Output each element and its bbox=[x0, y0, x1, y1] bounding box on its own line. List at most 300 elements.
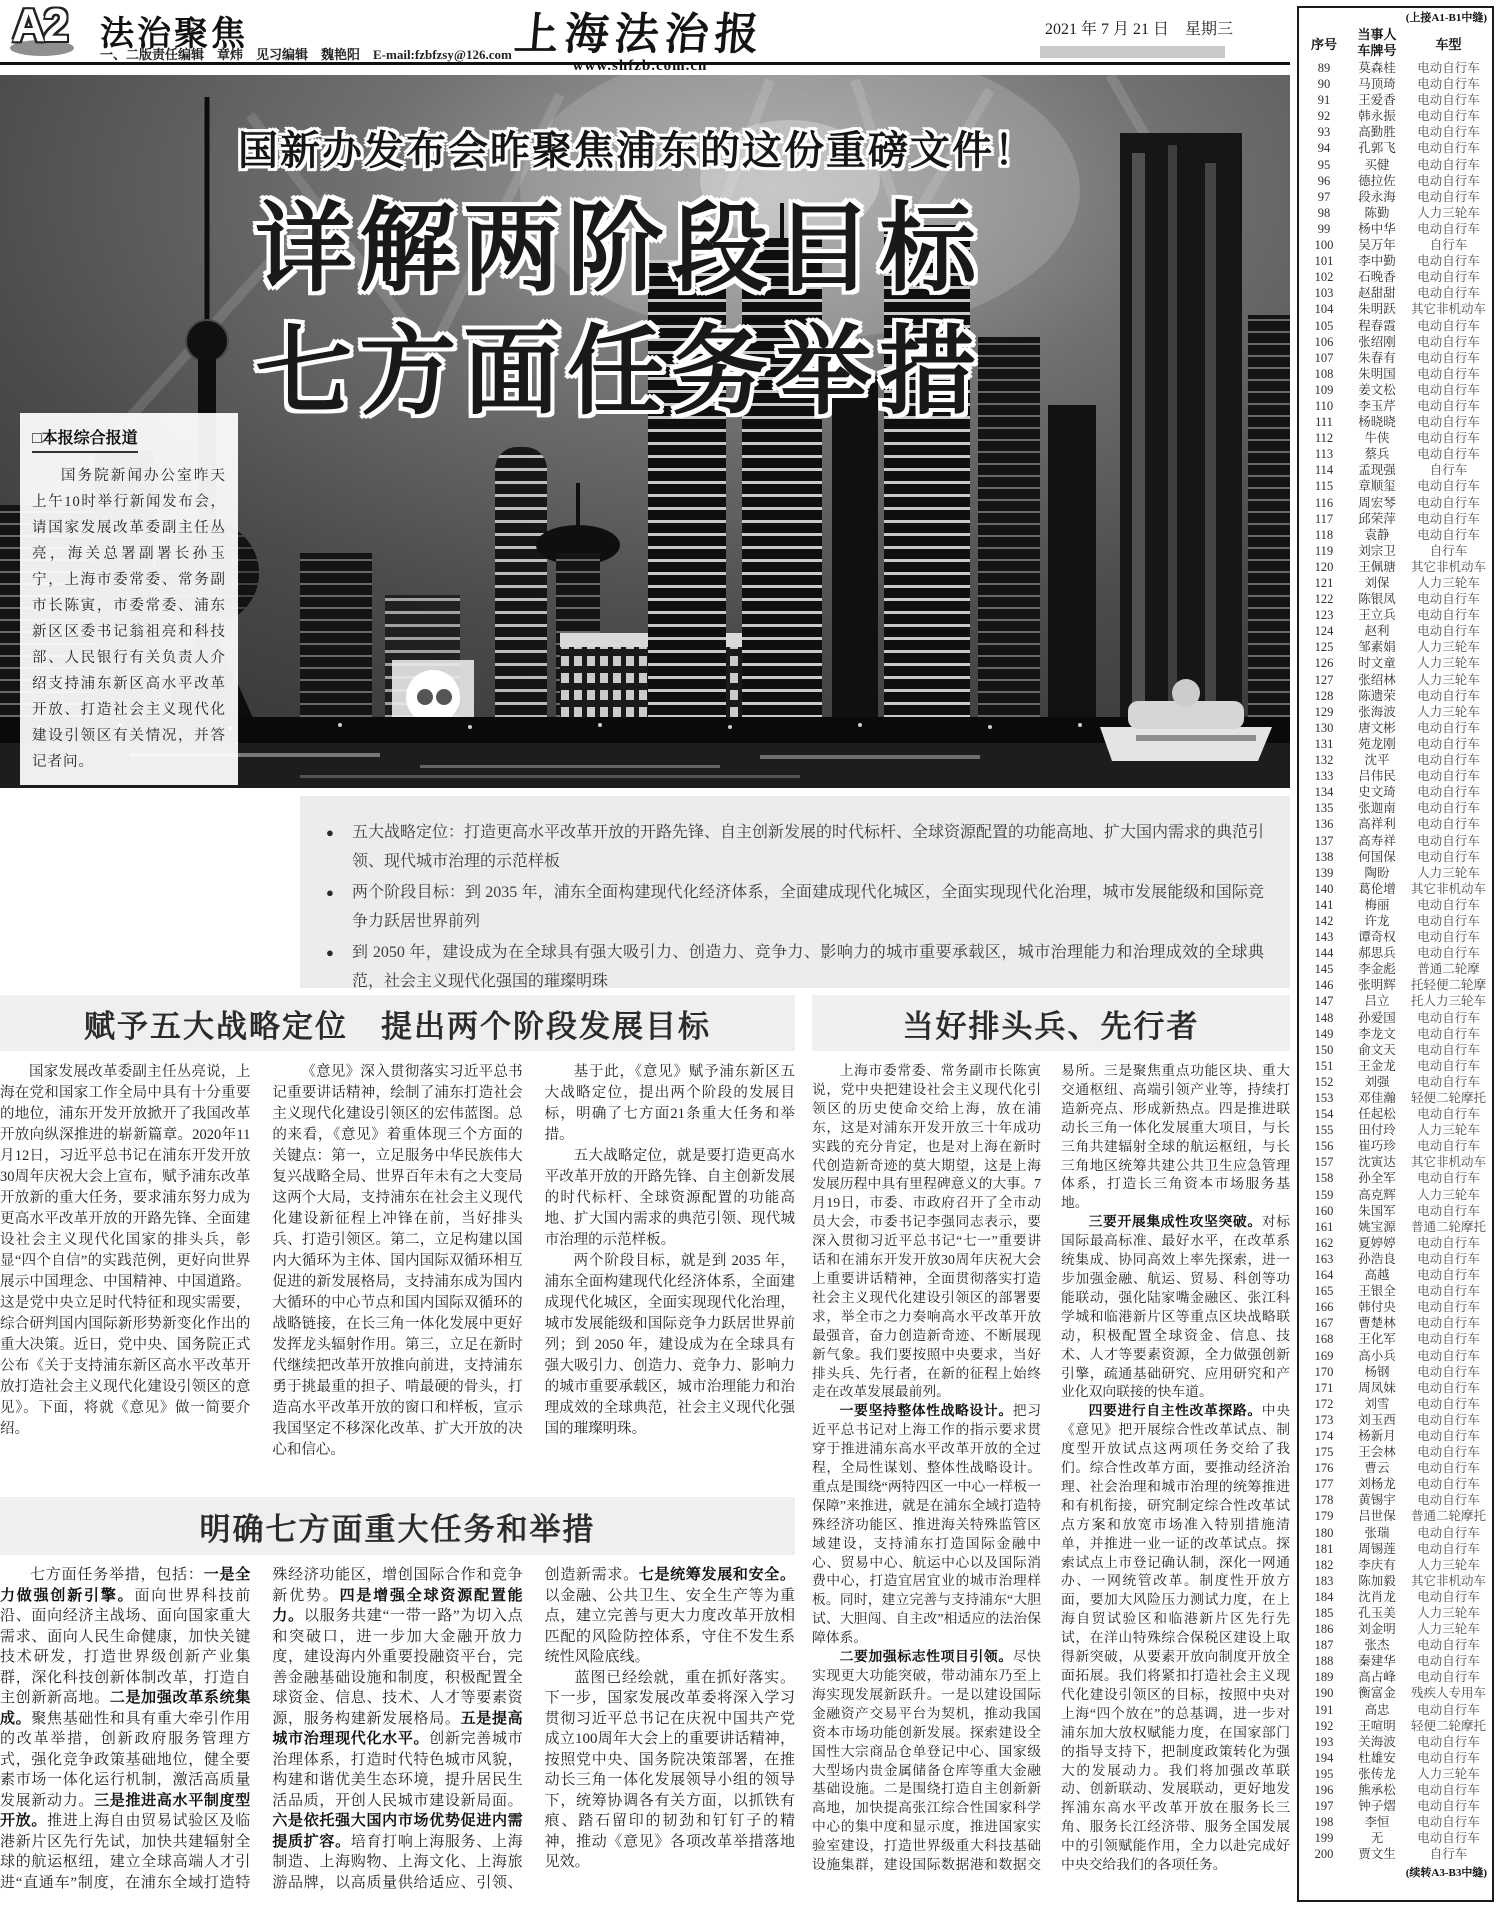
party-name: 石晚香 bbox=[1358, 270, 1396, 285]
summary-bullet bbox=[326, 818, 1264, 876]
party-name: 邱荣萍 bbox=[1358, 511, 1396, 526]
party-name: 李玉芹 bbox=[1358, 398, 1396, 413]
vehicle-type: 电动自行车 bbox=[1417, 254, 1480, 269]
party-name: 李龙文 bbox=[1358, 1026, 1396, 1041]
table-row bbox=[1304, 527, 1487, 543]
vehicle-type: 电动自行车 bbox=[1417, 1268, 1480, 1283]
vehicle-type: 电动自行车 bbox=[1417, 1589, 1480, 1604]
vehicle-type: 电动自行车 bbox=[1417, 1300, 1480, 1315]
row-number: 181 bbox=[1314, 1541, 1334, 1556]
party-name: 曹楚林 bbox=[1358, 1316, 1396, 1331]
party-name: 孙爱国 bbox=[1358, 1010, 1396, 1025]
party-name: 杜雄安 bbox=[1358, 1750, 1396, 1765]
vehicle-type: 电动自行车 bbox=[1417, 1284, 1480, 1299]
article-paragraph: 《意见》深入贯彻落实习近平总书记重要讲话精神，绘制了浦东打造社会主义现代化建设引领区的宏伟蓝图。总的来看，《意见》着重体现三个方面的关键点：第一，立足服务中华民族伟大复兴战略全局、世界百年未有之大变局这两个大局，支持浦东在社会主义现代化建设新征程上冲锋在前，当好排头兵、打造引领区。第二，立足构建以国内大循环为主体、国内国际双循环相互促进的新发展格局，支持浦东成为国内大循环的中心节点和国内国际双循环的战略链接，在长三角一体化发展中更好发挥龙头辐射作用。第三，立足在新时代继续把改革开放推向前进，支持浦东勇于挑最重的担子、啃最硬的骨头，打造高水平改革开放的窗口和样板，宣示我国坚定不移深化改革、扩大开放的决心和信心。 bbox=[272, 1064, 523, 1458]
vehicle-type: 电动自行车 bbox=[1417, 1815, 1480, 1830]
row-number: 144 bbox=[1314, 946, 1334, 961]
party-name: 史文琦 bbox=[1358, 785, 1396, 800]
table-row bbox=[1304, 655, 1487, 671]
vehicle-type: 人力三轮车 bbox=[1417, 1557, 1480, 1572]
table-row bbox=[1304, 1766, 1487, 1782]
vehicle-type: 电动自行车 bbox=[1417, 270, 1480, 285]
party-name: 朱明跃 bbox=[1358, 302, 1396, 317]
party-name: 杨新月 bbox=[1358, 1428, 1396, 1443]
row-number: 149 bbox=[1314, 1026, 1334, 1041]
row-number: 141 bbox=[1314, 897, 1334, 912]
row-number: 198 bbox=[1314, 1815, 1334, 1830]
row-number: 153 bbox=[1314, 1091, 1334, 1105]
article-title: 当好排头兵、先行者 bbox=[902, 1008, 1200, 1044]
table-row bbox=[1304, 1026, 1487, 1042]
row-number: 191 bbox=[1314, 1702, 1334, 1717]
vehicle-type: 电动自行车 bbox=[1417, 897, 1480, 912]
party-name: 高越 bbox=[1364, 1268, 1390, 1283]
summary-bullet-text: 到 2050 年，建设成为在全球具有强大吸引力、创造力、竞争力、影响力的城市重要承载区，城市治理能力和治理成效的全球典范，社会主义现代化强国的璀璨明珠 bbox=[352, 944, 1264, 990]
article-title-band bbox=[0, 995, 795, 1051]
party-name: 苑龙刚 bbox=[1358, 736, 1396, 751]
party-name: 张绍刚 bbox=[1358, 334, 1396, 349]
vehicle-type: 电动自行车 bbox=[1417, 109, 1480, 124]
table-row bbox=[1304, 1685, 1487, 1701]
row-number: 183 bbox=[1314, 1573, 1334, 1588]
row-number: 129 bbox=[1314, 704, 1334, 719]
party-name: 高占峰 bbox=[1358, 1670, 1396, 1685]
report-box-label: □本报综合报道 bbox=[32, 425, 138, 453]
article-title-band bbox=[0, 1497, 795, 1555]
vehicle-type: 电动自行车 bbox=[1417, 1783, 1480, 1798]
party-name: 韩付央 bbox=[1358, 1300, 1396, 1315]
party-name: 王爱香 bbox=[1358, 93, 1396, 108]
table-row bbox=[1304, 913, 1487, 929]
table-row bbox=[1304, 430, 1487, 446]
table-row bbox=[1304, 1637, 1487, 1653]
article-paragraph: 五大战略定位，就是要打造更高水平改革开放的开路先锋、自主创新发展的时代标杆、全球资源配置的功能高地、扩大国内需求的典范引领、现代城市治理的示范样板。 bbox=[544, 1148, 795, 1248]
party-name: 杨中华 bbox=[1358, 221, 1396, 236]
table-row bbox=[1304, 1428, 1487, 1444]
row-number: 148 bbox=[1314, 1010, 1334, 1025]
party-name: 刘雪 bbox=[1364, 1396, 1390, 1411]
party-name: 任起松 bbox=[1358, 1107, 1396, 1122]
table-row bbox=[1304, 414, 1487, 430]
party-name: 王立兵 bbox=[1358, 608, 1396, 623]
vehicle-type: 电动自行车 bbox=[1417, 125, 1480, 140]
vehicle-type: 电动自行车 bbox=[1417, 1042, 1480, 1057]
vehicle-type: 电动自行车 bbox=[1417, 93, 1480, 108]
table-row bbox=[1304, 60, 1487, 76]
vehicle-type: 其它非机动车 bbox=[1410, 1573, 1486, 1588]
party-name: 朱春有 bbox=[1358, 350, 1396, 365]
party-name: 莫森桂 bbox=[1358, 61, 1396, 75]
vehicle-type: 电动自行车 bbox=[1417, 1477, 1480, 1492]
vehicle-type: 电动自行车 bbox=[1417, 1235, 1480, 1250]
article-paragraph: 两个阶段目标，就是到 2035 年，浦东全面构建现代化经济体系，全面建成现代化城区，全面实现现代化治理，城市发展能级和国际竞争力跃居世界前列；到 2050 年，建设成为在全球具有强大吸引力、创造力、竞争力、影响力的城市重要承载区，城市治理能力和治理成效的全球典范，社会主义现代化强国的璀璨明珠。 bbox=[544, 1253, 795, 1437]
row-number: 139 bbox=[1314, 865, 1334, 880]
headline-kicker: 国新办发布会昨聚焦浦东的这份重磅文件！ bbox=[238, 129, 1037, 173]
vehicle-type: 电动自行车 bbox=[1417, 318, 1480, 333]
vehicle-type: 人力三轮车 bbox=[1417, 640, 1480, 655]
table-row bbox=[1304, 140, 1487, 156]
row-number: 126 bbox=[1314, 656, 1334, 671]
party-name: 秦建华 bbox=[1358, 1654, 1396, 1669]
editors-line: 一、二版责任编辑 章炜 见习编辑 魏艳阳 E-mail:fzbfzsy@126.com bbox=[100, 47, 512, 62]
row-number: 137 bbox=[1314, 833, 1334, 848]
row-number: 94 bbox=[1317, 141, 1331, 156]
party-name: 周宏琴 bbox=[1358, 495, 1396, 510]
party-name: 吴万年 bbox=[1358, 238, 1396, 253]
vehicle-type: 电动自行车 bbox=[1417, 157, 1480, 172]
vehicle-type: 电动自行车 bbox=[1417, 1139, 1480, 1154]
row-number: 103 bbox=[1314, 286, 1334, 301]
table-row bbox=[1304, 881, 1487, 897]
row-number: 112 bbox=[1314, 431, 1334, 446]
table-row bbox=[1304, 1605, 1487, 1621]
vehicle-type: 自行车 bbox=[1429, 463, 1468, 478]
party-name: 田付玲 bbox=[1358, 1123, 1396, 1138]
table-row bbox=[1304, 1782, 1487, 1798]
section-title: 法治聚焦 bbox=[100, 15, 248, 53]
row-number: 146 bbox=[1314, 978, 1334, 993]
vehicle-type: 电动自行车 bbox=[1417, 398, 1480, 413]
vehicle-type: 人力三轮车 bbox=[1417, 704, 1480, 719]
party-name: 俞文天 bbox=[1358, 1042, 1396, 1057]
row-number: 92 bbox=[1317, 109, 1331, 124]
table-row bbox=[1304, 1798, 1487, 1814]
row-number: 184 bbox=[1314, 1589, 1334, 1604]
party-name: 刘宗卫 bbox=[1358, 543, 1396, 558]
table-row bbox=[1304, 1170, 1487, 1186]
row-number: 106 bbox=[1314, 334, 1334, 349]
party-name: 马顶琦 bbox=[1358, 77, 1396, 92]
row-number: 190 bbox=[1314, 1686, 1334, 1701]
row-number: 186 bbox=[1314, 1622, 1334, 1637]
row-number: 111 bbox=[1315, 415, 1333, 430]
column-header-no: 序号 bbox=[1310, 36, 1337, 52]
summary-list bbox=[326, 818, 1264, 996]
row-number: 132 bbox=[1314, 753, 1334, 768]
vehicle-type: 人力三轮车 bbox=[1417, 205, 1480, 220]
table-row bbox=[1304, 865, 1487, 881]
report-box bbox=[20, 413, 238, 785]
table-row bbox=[1304, 1235, 1487, 1251]
party-name: 沈平 bbox=[1364, 753, 1390, 768]
row-number: 89 bbox=[1317, 61, 1331, 75]
row-number: 182 bbox=[1314, 1557, 1334, 1572]
row-number: 117 bbox=[1314, 511, 1334, 526]
party-name: 刘杨龙 bbox=[1358, 1477, 1396, 1492]
vehicle-type: 电动自行车 bbox=[1417, 753, 1480, 768]
vehicle-type: 电动自行车 bbox=[1417, 431, 1480, 446]
party-name: 姚宝源 bbox=[1358, 1219, 1396, 1234]
table-row bbox=[1304, 929, 1487, 945]
table-row bbox=[1304, 157, 1487, 173]
row-number: 121 bbox=[1314, 576, 1334, 590]
party-name: 高小兵 bbox=[1358, 1348, 1396, 1363]
row-number: 174 bbox=[1314, 1428, 1334, 1443]
party-name: 夏婷婷 bbox=[1358, 1235, 1396, 1250]
table-row bbox=[1304, 623, 1487, 639]
table-row bbox=[1304, 833, 1487, 849]
table-row bbox=[1304, 800, 1487, 816]
party-name: 袁静 bbox=[1364, 527, 1390, 542]
party-name: 朱国军 bbox=[1358, 1203, 1396, 1218]
vehicle-type: 电动自行车 bbox=[1417, 61, 1480, 75]
table-row bbox=[1304, 607, 1487, 623]
table-row bbox=[1304, 1508, 1487, 1524]
row-number: 164 bbox=[1314, 1268, 1334, 1283]
party-name: 郝思兵 bbox=[1358, 946, 1396, 961]
row-number: 100 bbox=[1314, 238, 1334, 253]
row-number: 140 bbox=[1314, 881, 1334, 896]
table-row bbox=[1304, 639, 1487, 655]
vehicle-type: 电动自行车 bbox=[1417, 1332, 1480, 1347]
row-number: 168 bbox=[1314, 1332, 1334, 1347]
edition-badge bbox=[8, 2, 82, 60]
vehicle-type: 电动自行车 bbox=[1417, 511, 1480, 526]
table-row bbox=[1304, 704, 1487, 720]
vehicle-type: 电动自行车 bbox=[1417, 141, 1480, 156]
sidebar-table bbox=[1297, 6, 1494, 1902]
party-name: 沈肖龙 bbox=[1358, 1589, 1396, 1604]
row-number: 176 bbox=[1314, 1461, 1334, 1476]
table-row bbox=[1304, 1219, 1487, 1235]
row-number: 185 bbox=[1314, 1606, 1334, 1620]
article-paragraph: 国家发展改革委副主任丛亮说，上海在党和国家工作全局中具有十分重要的地位，浦东开发开放掀开了我国改革开放向纵深推进的崭新篇章。2020年11月12日，习近平总书记在浦东开发开放30周年庆祝大会上宣布，赋予浦东改革开放新的重大任务，要求浦东努力成为更高水平改革开放的开路先锋、全面建设社会主义现代化国家的排头兵，彰显“四个自信”的实践范例，更好向世界展示中国理念、中国精神、中国道路。这是党中央立足时代特征和现实需要，综合研判国内国际新形势新变化作出的重大决策。近日，党中央、国务院正式公布《关于支持浦东新区高水平改革开放打造社会主义现代化建设引领区的意见》。下面，将就《意见》做一简要介绍。 bbox=[0, 1064, 251, 1437]
row-number: 162 bbox=[1314, 1235, 1334, 1250]
row-number: 169 bbox=[1314, 1348, 1334, 1363]
table-row bbox=[1304, 1734, 1487, 1750]
vehicle-type: 电动自行车 bbox=[1417, 1171, 1480, 1186]
party-name: 韩永振 bbox=[1358, 109, 1396, 124]
vehicle-type: 电动自行车 bbox=[1417, 350, 1480, 365]
vehicle-type: 电动自行车 bbox=[1417, 1203, 1480, 1218]
row-number: 150 bbox=[1314, 1042, 1334, 1057]
party-name: 高祥利 bbox=[1358, 817, 1396, 832]
table-row bbox=[1304, 1830, 1487, 1846]
table-row bbox=[1304, 366, 1487, 382]
party-name: 蔡兵 bbox=[1364, 447, 1390, 462]
vehicle-type: 电动自行车 bbox=[1417, 1638, 1480, 1653]
table-row bbox=[1304, 334, 1487, 350]
party-name: 刘强 bbox=[1364, 1074, 1390, 1089]
article-section-vanguard bbox=[812, 995, 1290, 1902]
vehicle-type: 电动自行车 bbox=[1417, 447, 1480, 462]
party-name: 陶盼 bbox=[1364, 865, 1390, 880]
masthead-website: www.shfzb.com.cn bbox=[572, 58, 708, 74]
table-row bbox=[1304, 1525, 1487, 1541]
vehicle-type: 电动自行车 bbox=[1417, 1251, 1480, 1266]
vehicle-type: 电动自行车 bbox=[1417, 1380, 1480, 1395]
vehicle-type: 普通二轮摩托 bbox=[1410, 1219, 1486, 1234]
vehicle-type: 电动自行车 bbox=[1417, 77, 1480, 92]
vehicle-type: 电动自行车 bbox=[1417, 1412, 1480, 1427]
article-paragraph: 四要进行自主性改革探路。中央《意见》把开展综合性改革试点、制度型开放试点这两项任务交给了我们。综合性改革方面，要推动经济治理、社会治理和城市治理的统筹推进和有机衔接，研究制定综合性改革试点方案和放宽市场准入特别措施清单，并推进一业一证的改革试点。探索试点上市登记确认制，深化一网通办、一网统管改革。制度性开放方面，要加大风险压力测试力度，在上海自贸试验区和临港新片区先行先试，在洋山特殊综合保税区建设上取得新突破，从要素开放向制度开放全面拓展。我们将紧扣打造社会主义现代化建设引领区的目标，按照中央对上海“四个放在”的总基调，进一步对浦东加大放权赋能力度，在国家部门的指导支持下，把制度政策转化为强大的发展动力。我们将加强改革联动、创新联动、发展联动，更好地发挥浦东高水平改革开放在服务长三角、服务长江经济带、服务全国发展中的引领赋能作用，全力以赴完成好中央交给我们的各项任务。 bbox=[1061, 1403, 1290, 1873]
party-name: 孙全军 bbox=[1358, 1171, 1396, 1186]
summary-bullet bbox=[326, 938, 1264, 996]
vehicle-type: 电动自行车 bbox=[1417, 849, 1480, 864]
party-name: 杨晓晓 bbox=[1358, 415, 1396, 430]
party-name: 葛伦增 bbox=[1358, 881, 1396, 896]
table-row bbox=[1304, 1074, 1487, 1090]
row-number: 167 bbox=[1314, 1316, 1334, 1331]
party-name: 钟子熠 bbox=[1358, 1799, 1396, 1814]
article-body bbox=[0, 1565, 795, 1901]
page-header bbox=[0, 0, 1290, 74]
party-name: 孙浩良 bbox=[1358, 1251, 1396, 1266]
row-number: 98 bbox=[1317, 205, 1331, 220]
article-paragraph: 上海市委常委、常务副市长陈寅说，党中央把建设社会主义现代化引领区的历史使命交给上海，放在浦东，这是对浦东开发开放三十年成功实践的充分肯定，也是对上海在新时代创造新奇迹的莫大期望，这是上海发展历程中具有里程碑意义的大事。7月19日，市委、市政府召开了全市动员大会，市委书记李强同志表示，要深入贯彻习近平总书记“七一”重要讲话和在浦东开发开放30周年庆祝大会上重要讲话精神，全面贯彻落实打造社会主义现代化建设引领区的部署要求，举全市之力奏响高水平改革开放最强音，奋力创造新奇迹、不断展现新气象。我们要按照中央要求，当好排头兵、先行者，在新的征程上始终走在改革发展最前列。 bbox=[812, 1063, 1041, 1400]
table-row bbox=[1304, 446, 1487, 462]
table-row bbox=[1304, 76, 1487, 92]
vehicle-type: 电动自行车 bbox=[1417, 785, 1480, 800]
article-title: 赋予五大战略定位 提出两个阶段发展目标 bbox=[84, 1008, 711, 1044]
row-number: 102 bbox=[1314, 270, 1334, 285]
table-row bbox=[1304, 1154, 1487, 1170]
summary-bullet-text: 两个阶段目标：到 2035 年，浦东全面构建现代化经济体系，全面建成现代化城区，全面实现现代化治理，城市发展能级和国际竞争力跃居世界前列 bbox=[352, 884, 1264, 930]
party-name: 谭奇权 bbox=[1358, 930, 1396, 945]
party-name: 无 bbox=[1370, 1831, 1384, 1846]
party-name: 陈加毅 bbox=[1358, 1573, 1396, 1588]
table-row bbox=[1304, 173, 1487, 189]
row-number: 172 bbox=[1314, 1396, 1334, 1411]
party-name: 周凤妹 bbox=[1358, 1380, 1396, 1395]
table-row bbox=[1304, 736, 1487, 752]
party-name: 许龙 bbox=[1364, 913, 1390, 928]
vehicle-type: 电动自行车 bbox=[1417, 366, 1480, 381]
table-row bbox=[1304, 1396, 1487, 1412]
party-name: 沈寅达 bbox=[1358, 1155, 1396, 1170]
row-number: 125 bbox=[1314, 640, 1334, 655]
party-name: 王化军 bbox=[1358, 1332, 1396, 1347]
party-name: 孔玉美 bbox=[1358, 1606, 1396, 1620]
row-number: 173 bbox=[1314, 1412, 1334, 1427]
table-row bbox=[1304, 269, 1487, 285]
vehicle-type: 电动自行车 bbox=[1417, 1734, 1480, 1749]
table-row bbox=[1304, 1090, 1487, 1106]
table-row bbox=[1304, 1299, 1487, 1315]
bullet-icon: ● bbox=[326, 825, 334, 840]
party-name: 孟现强 bbox=[1358, 463, 1396, 478]
table-continued-to: (续转A3-B3中缝) bbox=[1405, 1867, 1487, 1879]
vehicle-type: 电动自行车 bbox=[1417, 1461, 1480, 1476]
table-row bbox=[1304, 1702, 1487, 1718]
table-row bbox=[1304, 1138, 1487, 1154]
row-number: 138 bbox=[1314, 849, 1334, 864]
vehicle-type: 电动自行车 bbox=[1417, 1702, 1480, 1717]
table-row bbox=[1304, 1380, 1487, 1396]
row-number: 187 bbox=[1314, 1638, 1334, 1653]
vehicle-type: 人力三轮车 bbox=[1417, 656, 1480, 671]
row-number: 91 bbox=[1317, 93, 1331, 108]
party-name: 段永海 bbox=[1358, 189, 1396, 204]
vehicle-type: 电动自行车 bbox=[1417, 1670, 1480, 1685]
party-name: 周锡莲 bbox=[1358, 1541, 1396, 1556]
party-name: 衡富金 bbox=[1358, 1686, 1396, 1701]
table-row bbox=[1304, 849, 1487, 865]
article-title: 明确七方面重大任务和举措 bbox=[199, 1511, 596, 1547]
table-row bbox=[1304, 1203, 1487, 1219]
row-number: 178 bbox=[1314, 1493, 1334, 1508]
row-number: 155 bbox=[1314, 1123, 1334, 1138]
row-number: 120 bbox=[1314, 559, 1334, 574]
row-number: 109 bbox=[1314, 382, 1334, 397]
party-name: 刘玉西 bbox=[1358, 1412, 1396, 1427]
vehicle-type: 自行车 bbox=[1429, 543, 1468, 558]
header-gray-bar bbox=[1040, 46, 1225, 58]
party-name: 邹素娟 bbox=[1358, 640, 1396, 655]
row-number: 118 bbox=[1314, 527, 1334, 542]
table-row bbox=[1304, 189, 1487, 205]
vehicle-type: 电动自行车 bbox=[1417, 688, 1480, 703]
headline-line-1: 详解两阶段目标 bbox=[255, 194, 984, 303]
party-name: 张明辉 bbox=[1358, 978, 1396, 993]
party-name: 吕伟民 bbox=[1358, 769, 1396, 784]
party-name: 杨钢 bbox=[1364, 1364, 1390, 1379]
article-paragraph: 一要坚持整体性战略设计。把习近平总书记对上海工作的指示要求贯穿于推进浦东高水平改革开放的全过程，全局性谋划、整体性战略设计。重点是围绕“两特四区一中心一样板一保障”来推进，就是在浦东全域打造特殊经济功能区、推进海关特殊监管区域建设，支持浦东打造国际金融中心、贸易中心、航运中心以及国际消费中心，打造宜居宜业的城市治理样板。同时，建立完善与支持浦东“大胆试、大胆闯、自主改”相适应的法治保障体系。 bbox=[812, 1403, 1042, 1646]
party-name: 高勤胜 bbox=[1358, 125, 1396, 140]
edition-label: A2 bbox=[12, 0, 67, 51]
party-name: 赵甜甜 bbox=[1358, 286, 1396, 301]
table-row bbox=[1304, 253, 1487, 269]
vehicle-type: 人力三轮车 bbox=[1417, 1766, 1480, 1781]
table-row bbox=[1304, 1058, 1487, 1074]
article-body bbox=[0, 1062, 795, 1490]
table-row bbox=[1304, 205, 1487, 221]
row-number: 197 bbox=[1314, 1799, 1334, 1814]
table-row bbox=[1304, 285, 1487, 301]
table-row bbox=[1304, 350, 1487, 366]
row-number: 143 bbox=[1314, 930, 1334, 945]
table-row bbox=[1304, 1042, 1487, 1058]
party-name: 王喧明 bbox=[1358, 1718, 1396, 1733]
table-row bbox=[1304, 784, 1487, 800]
row-number: 113 bbox=[1314, 447, 1334, 462]
party-name: 贾文生 bbox=[1358, 1847, 1396, 1862]
row-number: 96 bbox=[1317, 173, 1331, 188]
party-name: 陈勤 bbox=[1364, 205, 1390, 220]
article-paragraph: 七方面任务举措，包括：一是全力做强创新引擎。面向世界科技前沿、面向经济主战场、面向国家重大需求、面向人民生命健康，加快关键技术研发，打造世界级创新产业集群，深化科技创新体制改革，打造自主创新新高地。二是加强改革系统集成。聚焦基础性和具有重大牵引作用的改革举措，创新政府服务管理方式，强化竞争政策基础地位，健全要素市场一体化运行机制，激活高质量发展新动力。三是推进高水平制度型开放。推进上海自由贸易试验区及临港新片区先行先试，加快共建辐射全球的航运枢纽，建立全球高端人才引进“直通车”制度，在浦东全域打造特殊经济功能区，增创国际合作和竞争新优势。四是增强全球资源配置能力。以服务共建“一带一路”为切入点和突破口，进一步加大金融开放力度，建设海内外重要投融资平台，完善金融基础设施和制度，积极配置全球资金、信息、技术、人才等要素资源，服务构建新发展格局。五是提高城市治理现代化水平。创新完善城市治理体系，打造时代特色城市风貌，构建和谐优美生态环境，提升居民生活品质，开创人民城市建设新局面。六是依托强大国内市场优势促进内需提质扩容。培育打响上海服务、上海制造、上海购物、上海文化、上海旅游品牌，以高质量供给适应、引领、创造新需求。七是统筹发展和安全。以金融、公共卫生、安全生产等为重点，建立完善与更大力度改革开放相匹配的风险防控体系，守住不发生系统性风险底线。 bbox=[0, 1567, 795, 1891]
article-paragraph: 三要开展集成性攻坚突破。对标国际最高标准、最好水平，在改革系统集成、协同高效上率先探索，进一步加强金融、航运、贸易、科创等功能联动，强化陆家嘴金融区、张江科学城和临港新片区等重点区块战略联动，积极配置全球资金、信息、技术、人才等要素资源，全力做强创新引擎，疏通基础研究、应用研究和产业化双向联接的快车道。 bbox=[1061, 1214, 1290, 1400]
table-header bbox=[1304, 27, 1487, 59]
party-name: 曹云 bbox=[1364, 1461, 1390, 1476]
row-number: 154 bbox=[1314, 1107, 1334, 1122]
sidebar-rows bbox=[1304, 60, 1487, 1866]
vehicle-type: 人力三轮车 bbox=[1417, 672, 1480, 687]
table-row bbox=[1304, 1814, 1487, 1830]
table-row bbox=[1304, 945, 1487, 961]
vehicle-type: 电动自行车 bbox=[1417, 720, 1480, 735]
table-row bbox=[1304, 1315, 1487, 1331]
table-row bbox=[1304, 688, 1487, 704]
table-row bbox=[1304, 768, 1487, 784]
party-name: 高忠 bbox=[1364, 1702, 1390, 1717]
row-number: 131 bbox=[1314, 736, 1334, 751]
table-row bbox=[1304, 1573, 1487, 1589]
row-number: 127 bbox=[1314, 672, 1334, 687]
party-name: 刘保 bbox=[1364, 576, 1390, 590]
table-row bbox=[1304, 1251, 1487, 1267]
table-row bbox=[1304, 1187, 1487, 1203]
party-name: 王金龙 bbox=[1358, 1058, 1396, 1073]
row-number: 177 bbox=[1314, 1477, 1334, 1492]
table-row bbox=[1304, 543, 1487, 559]
vehicle-type: 电动自行车 bbox=[1417, 334, 1480, 349]
party-name: 崔巧珍 bbox=[1358, 1139, 1396, 1154]
vehicle-type: 电动自行车 bbox=[1417, 817, 1480, 832]
vehicle-type: 电动自行车 bbox=[1417, 173, 1480, 188]
party-name: 刘金明 bbox=[1358, 1622, 1396, 1637]
row-number: 180 bbox=[1314, 1525, 1334, 1540]
table-continued-from: (上接A1-B1中缝) bbox=[1405, 12, 1487, 24]
